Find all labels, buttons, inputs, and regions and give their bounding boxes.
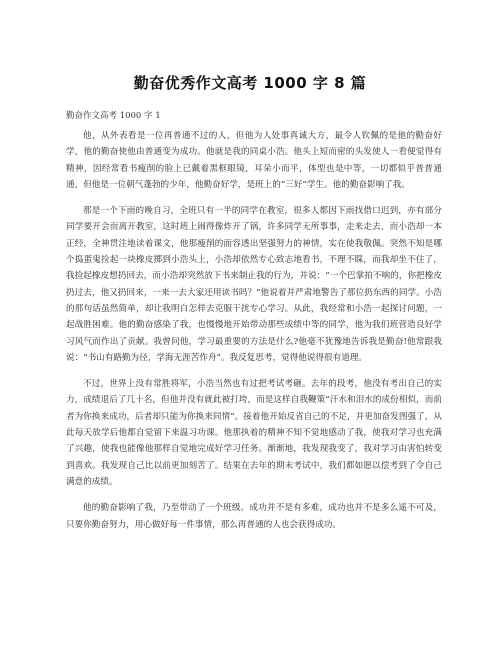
paragraph-1: 他，从外表看是一位再普通不过的人，但他为人处事真诚大方，最令人钦佩的是他的勤奋好学，他的勤奋使他由普通变为成功。他就是我的同桌小浩。他头上短而密的头发使人一看便觉得有精神，因经常看书瘦削的脸上已戴着黑框眼镜，耳朵小而平，体型也是中等，一切都似乎普普通通，但他是一位朝气蓬勃的少年，他勤奋好学，是班上的“三好”学生。他的勤奋影响了我。: [66, 131, 442, 190]
paragraph-4: 他的勤奋影响了我，乃至带动了一个班级。成功并不是有多难，成功也并不是多么遥不可及，只要你勤奋努力，用心做好每一件事情，那么再普通的人也会获得成功。: [66, 503, 442, 530]
paragraph-2: 那是一个下雨的晚自习，全班只有一半的同学在教室，很多人都因下雨找借口迟到，亦有部分同学要开会而离开教室，这时班上闹得像炸开了锅，许多同学无所事事，走来走去，而小浩却一本正经，全神贯注地读着课文，他那瘦削的面容透出坚强努力的神情，实在使我敬佩。突然不知是哪个捣蛋鬼捡起一块橡皮掷到小浩头上，小浩却依然专心致志地看书，不理不睬，而我却坐不住了，我捡起橡皮想扔回去，而小浩却突然放下书来制止我的行为，并说：“一个巴掌拍不响的，你把橡皮扔过去，他又扔回来，一来一去大家还用读书吗？”他说着并严肃地警告了那位扔东西的同学。小浩的那句话虽然简单，却让我明白怎样去克服干扰专心学习。从此，我经常和小浩一起探讨问题，一起战胜困难。他的勤奋感染了我，也慢慢地开始带动那些成绩中等的同学，他为我们班营造良好学习风气而作出了贡献。我曾问他，学习最重要的方法是什么?他毫不犹豫地告诉我是勤奋!他常跟我说：“书山有路勤为径，学海无涯苦作舟”。我反复思考，觉得他说得很有道理。: [66, 206, 442, 363]
essay-body: [66, 128, 442, 543]
document-title: 勤奋优秀作文高考 1000 字 8 篇: [133, 74, 367, 92]
paragraph-3: 不过，世界上没有常胜将军，小浩当然也有过把考试考砸。去年的段考，他没有考出自己的实力，成绩退后了几十名，但他并没有就此被打垮，而是这样自我鞭策“汗水和泪水的成份相似，而前者为你换来成功，后者却只能为你换来同情”。接着他开始反省自己的不足，并更加奋发图强了，从此每天放学后他都自觉留下来温习功课。他那执着的精神不知不觉地感动了我，使我对学习也充满了兴趣，使我也能像他那样自觉地完成好学习任务。渐渐地，我发现我变了，我对学习由害怕转变到喜欢。我发现自己比以前更加刻苦了。结果在去年的期末考试中，我们都如愿以偿考到了令自己满意的成绩。: [66, 379, 442, 487]
essay-subtitle: 勤奋作文高考 1000 字 1: [66, 111, 161, 121]
